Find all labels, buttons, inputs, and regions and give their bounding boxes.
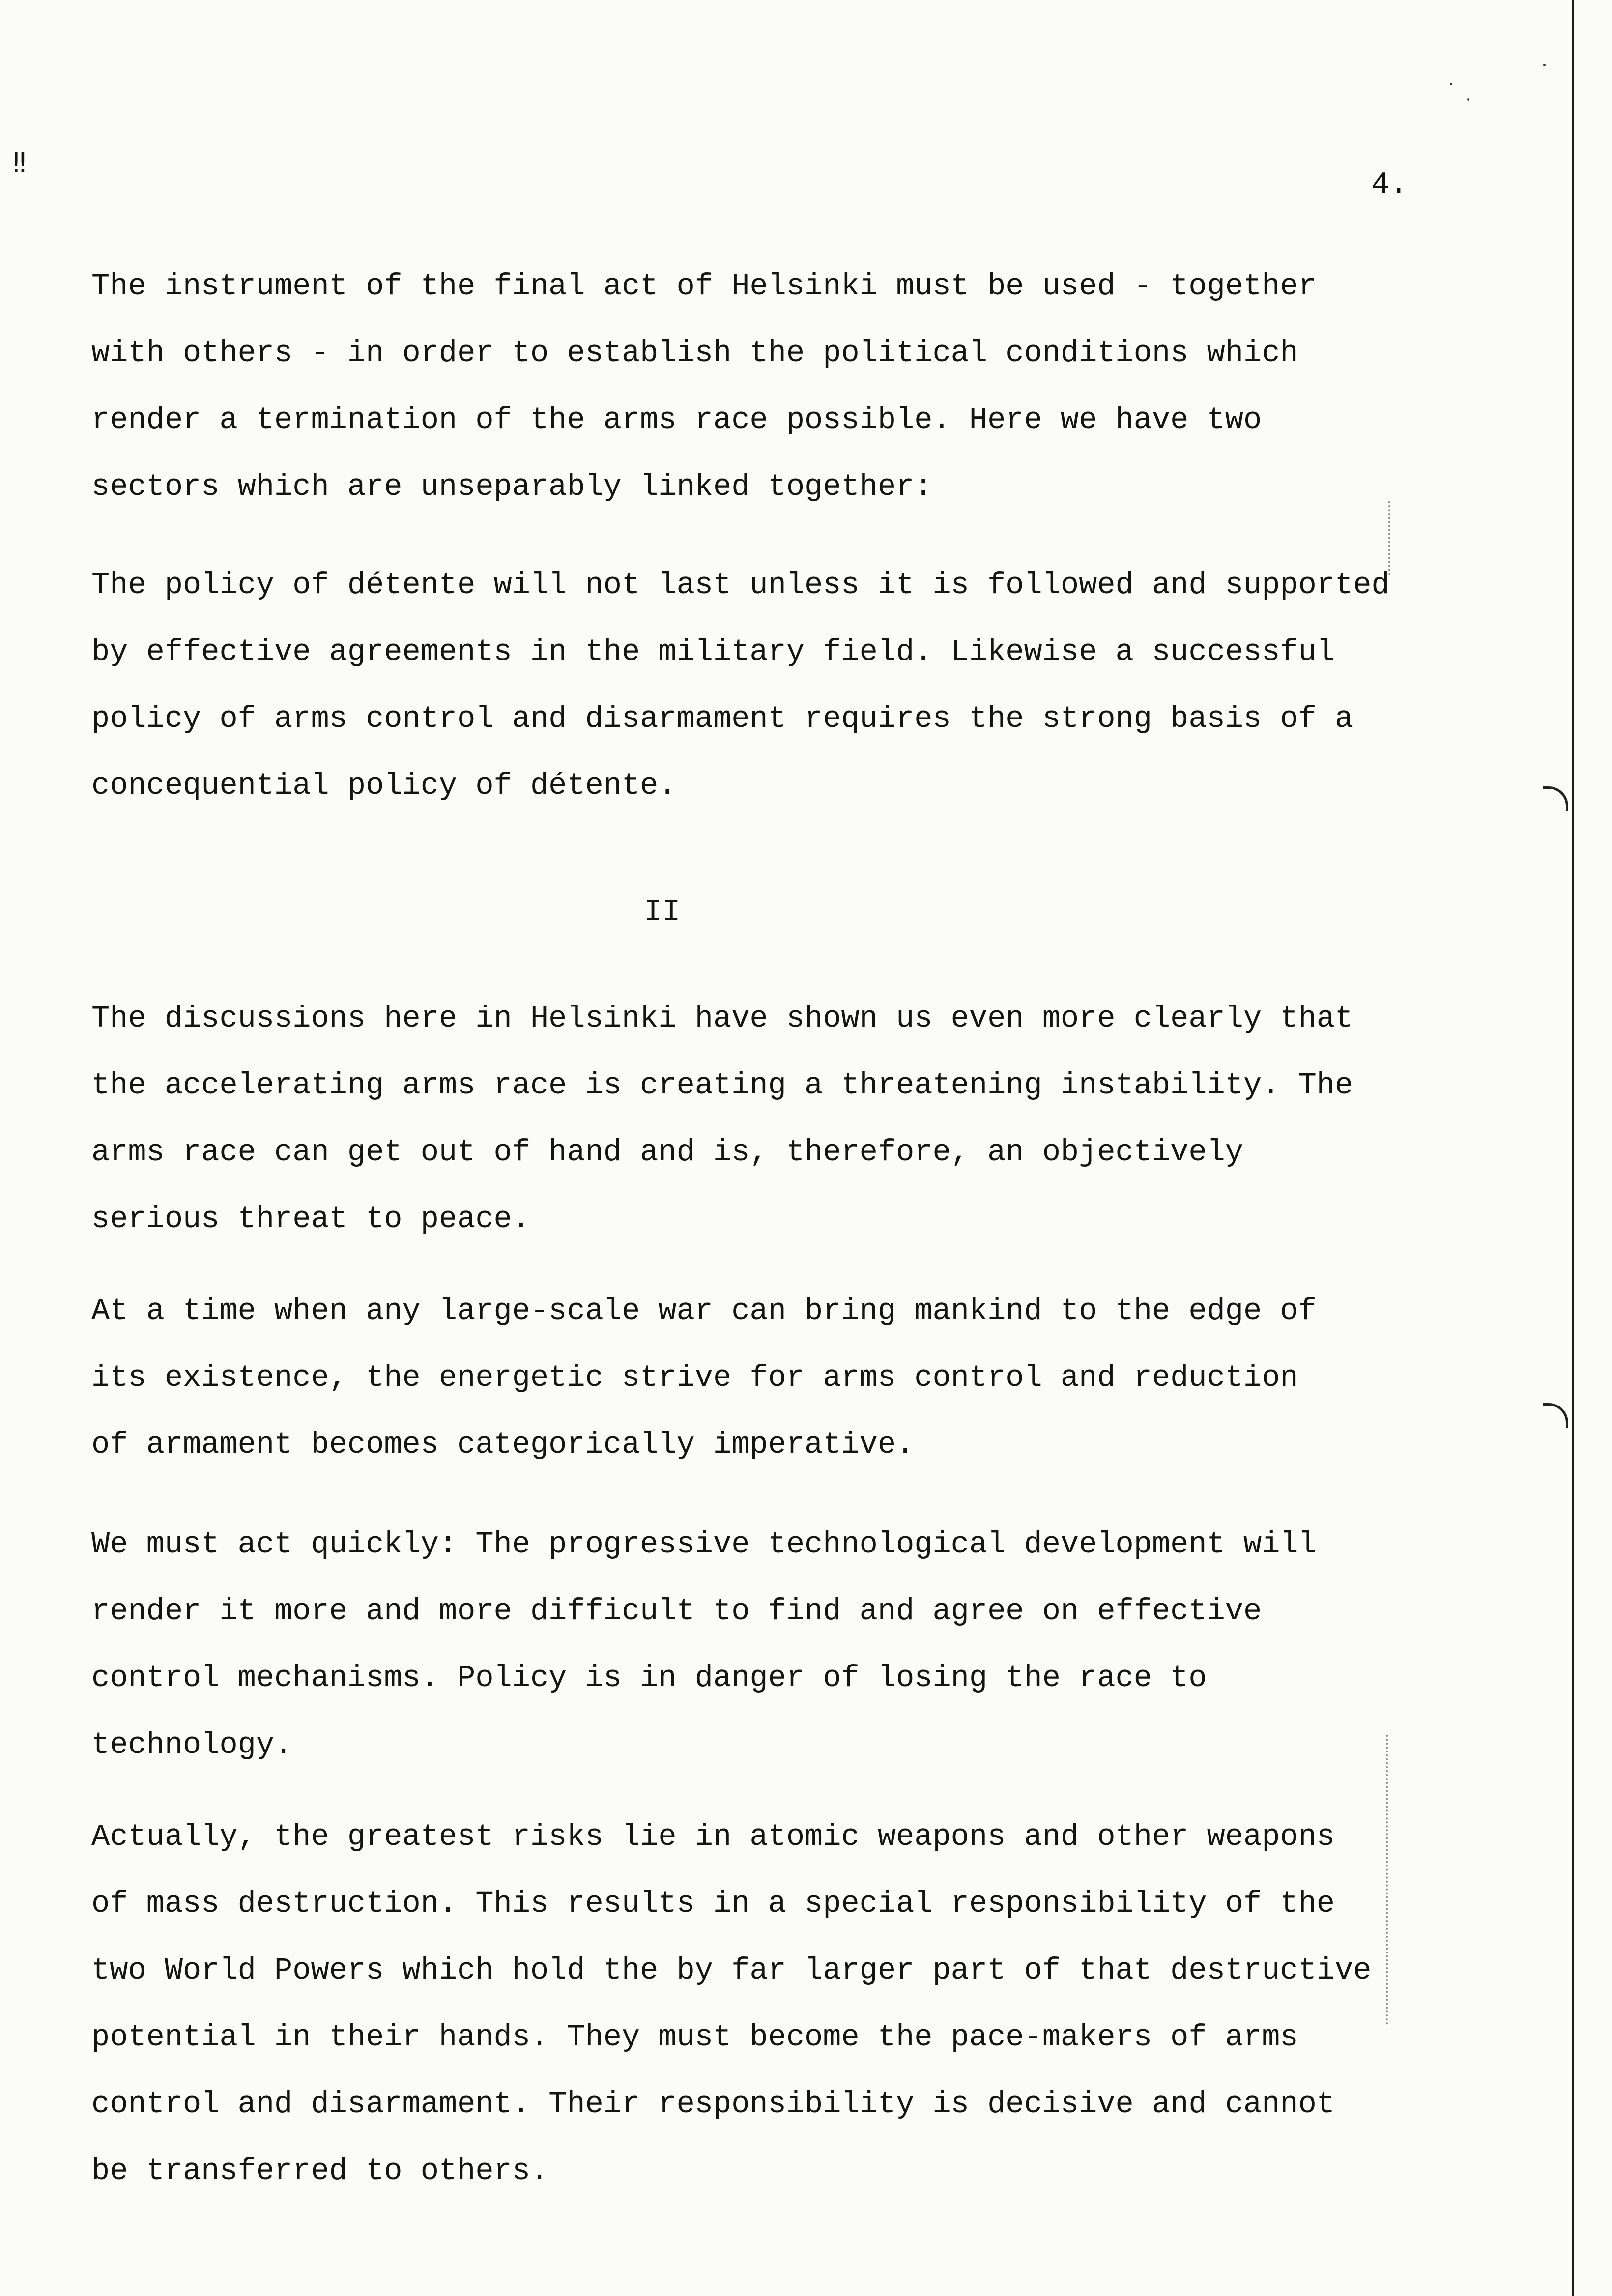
text-line: of armament becomes categorically imperative. <box>91 1427 915 1462</box>
text-line: Actually, the greatest risks lie in atomic weapons and other weapons <box>91 1819 1335 1854</box>
text-line: with others - in order to establish the political conditions which <box>91 336 1298 371</box>
text-line: The policy of détente will not last unless it is followed and supported <box>91 568 1390 603</box>
text-line: render it more and more difficult to find and agree on effective <box>91 1594 1262 1629</box>
paragraph-2 <box>91 552 1546 819</box>
paragraph-1 <box>91 253 1546 520</box>
section-heading: II <box>644 894 681 929</box>
text-line: technology. <box>91 1727 293 1762</box>
text-line: At a time when any large-scale war can bring mankind to the edge of <box>91 1293 1317 1328</box>
page-edge-shadow <box>1572 0 1574 2296</box>
text-line: be transferred to others. <box>91 2153 549 2188</box>
paragraph-6 <box>91 1804 1546 2205</box>
margin-tick-mark <box>1543 1403 1568 1428</box>
text-line: two World Powers which hold the by far larger part of that destructive <box>91 1953 1372 1988</box>
text-line: control mechanisms. Policy is in danger of losing the race to <box>91 1661 1207 1695</box>
scan-speck <box>1467 98 1469 101</box>
staple-mark: ‼ <box>13 147 27 179</box>
page-number: 4. <box>1371 167 1408 202</box>
text-line: potential in their hands. They must become the pace-makers of arms <box>91 2020 1298 2055</box>
text-line: arms race can get out of hand and is, therefore, an objectively <box>91 1135 1243 1170</box>
scan-dotted-line <box>1388 501 1392 575</box>
paragraph-3 <box>91 985 1546 1253</box>
text-line: render a termination of the arms race possible. Here we have two <box>91 402 1262 437</box>
text-line: sectors which are unseparably linked together: <box>91 469 933 504</box>
text-line: by effective agreements in the military field. Likewise a successful <box>91 634 1335 669</box>
text-line: the accelerating arms race is creating a threatening instability. The <box>91 1068 1353 1103</box>
paragraph-5 <box>91 1511 1546 1779</box>
text-line: its existence, the energetic strive for arms control and reduction <box>91 1360 1298 1395</box>
text-line: The instrument of the final act of Helsinki must be used - together <box>91 269 1317 304</box>
text-line: concequential policy of détente. <box>91 768 677 803</box>
scan-speck <box>1450 83 1452 85</box>
paragraph-4 <box>91 1278 1546 1478</box>
scan-speck <box>1543 64 1546 66</box>
text-line: control and disarmament. Their responsibility is decisive and cannot <box>91 2087 1335 2122</box>
text-line: of mass destruction. This results in a special responsibility of the <box>91 1886 1335 1921</box>
scan-dotted-line <box>1386 1735 1390 2025</box>
text-line: serious threat to peace. <box>91 1202 530 1236</box>
margin-tick-mark <box>1543 786 1568 811</box>
text-line: policy of arms control and disarmament requires the strong basis of a <box>91 701 1353 736</box>
text-line: The discussions here in Helsinki have shown us even more clearly that <box>91 1001 1353 1036</box>
text-line: We must act quickly: The progressive technological development will <box>91 1527 1317 1562</box>
